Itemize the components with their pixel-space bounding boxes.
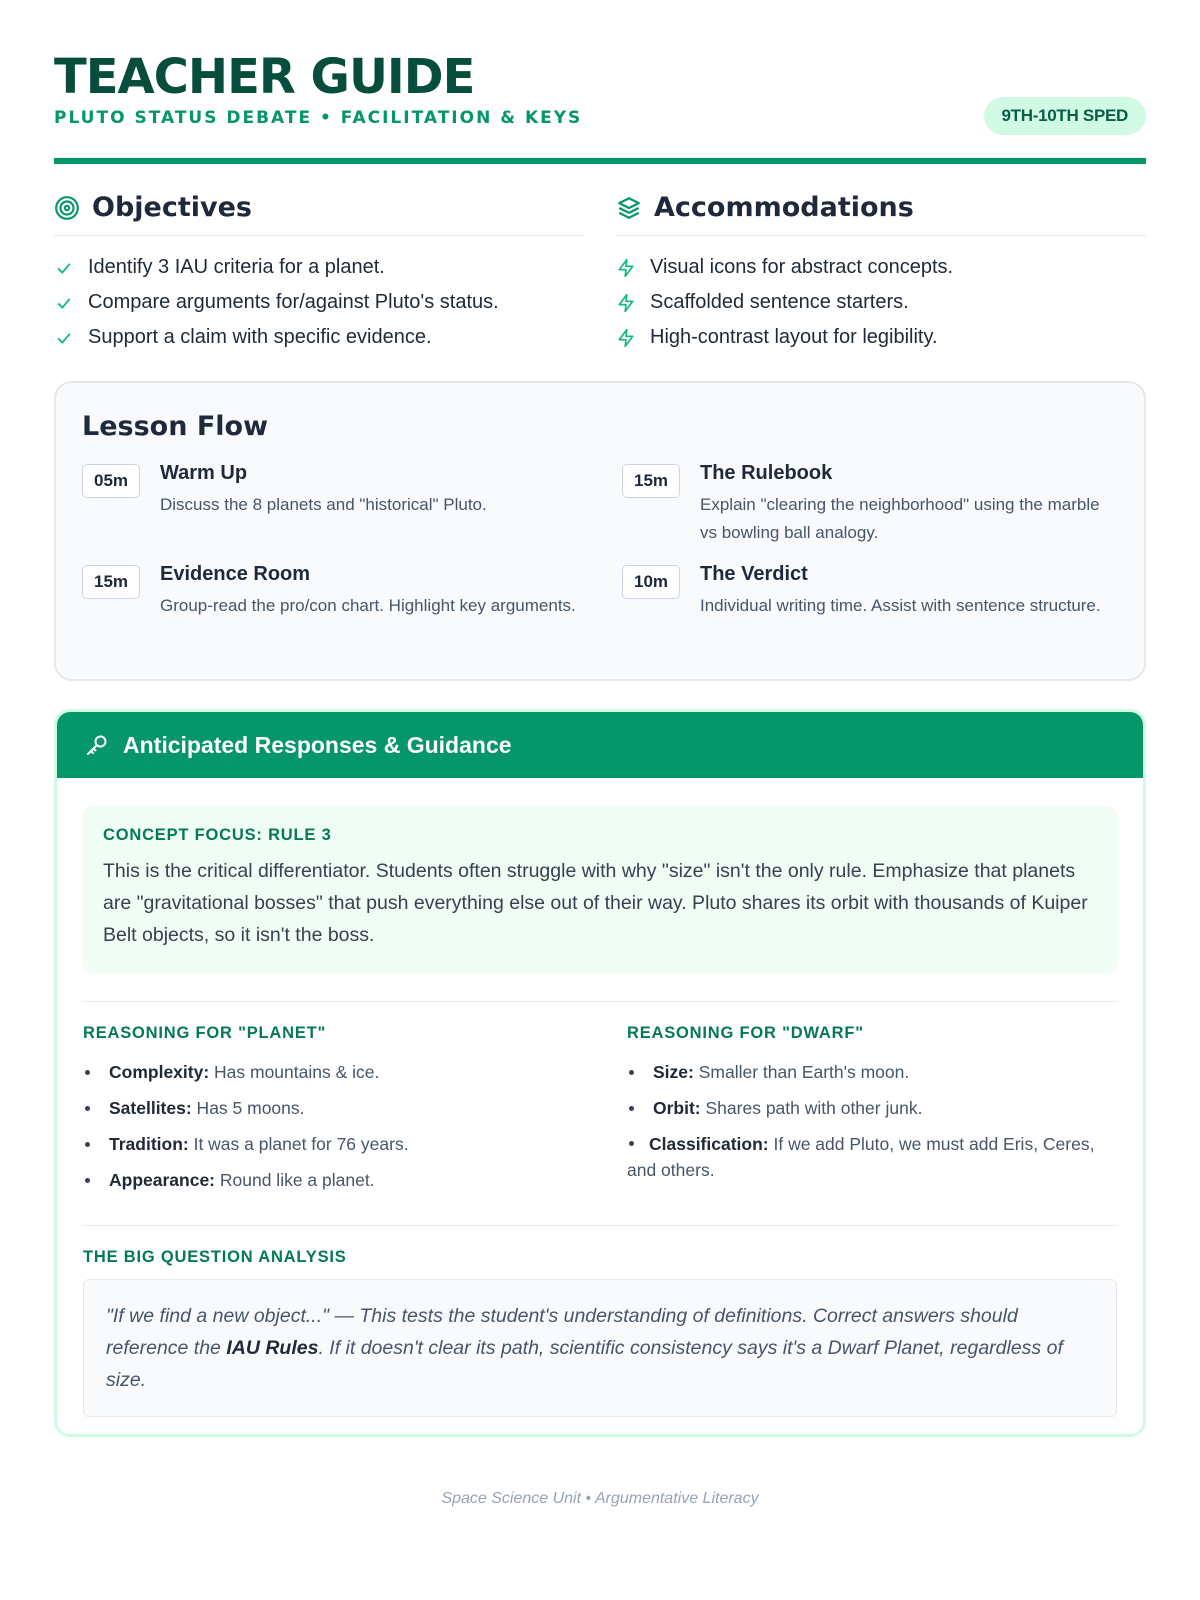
accommodations-list [616, 250, 1146, 355]
guidance-header [57, 712, 1143, 778]
check-icon [54, 293, 74, 313]
accommodation-item [616, 250, 1146, 285]
lesson-flow-steps [82, 462, 1118, 636]
step-title: The Verdict [700, 563, 808, 585]
step-description: Discuss the 8 planets and "historical" Pluto. [160, 495, 487, 514]
accommodations-header [616, 192, 1146, 236]
reason-text: Has 5 moons. [191, 1098, 305, 1118]
accommodation-text: High-contrast layout for legibility. [650, 326, 938, 348]
planet-reasoning-label: REASONING FOR "PLANET" [83, 1024, 327, 1042]
divider [83, 1225, 1117, 1226]
lightning-icon [616, 293, 636, 313]
lesson-step [82, 563, 582, 620]
objectives-accommodations [54, 192, 1146, 355]
guidance-heading: Anticipated Responses & Guidance [123, 731, 512, 758]
objectives-list [54, 250, 584, 355]
list-item [83, 1095, 573, 1121]
reason-term: Tradition: [109, 1134, 189, 1154]
check-icon [54, 328, 74, 348]
reason-text: Smaller than Earth's moon. [693, 1062, 910, 1082]
reason-term: Size: [653, 1062, 694, 1082]
list-item [627, 1095, 1117, 1121]
reason-term: Appearance: [109, 1170, 216, 1190]
objectives-heading: Objectives [92, 192, 252, 223]
step-description: Group-read the pro/con chart. Highlight key arguments. [160, 596, 576, 615]
analysis-text-end: . If it doesn't clear its path, scientific consistency says it's a Dwarf Planet, regardless of size. [106, 1337, 1063, 1391]
target-icon [54, 195, 80, 221]
guidance-card [54, 709, 1146, 1437]
reason-term: Complexity: [109, 1062, 210, 1082]
page-title: TEACHER GUIDE [54, 49, 475, 105]
dwarf-reasoning-list [627, 1059, 1117, 1183]
reason-text: Shares path with other junk. [700, 1098, 923, 1118]
accommodations-heading: Accommodations [654, 192, 914, 223]
step-description: Individual writing time. Assist with sentence structure. [700, 596, 1101, 615]
concept-label: CONCEPT FOCUS: RULE 3 [103, 826, 332, 844]
concept-focus-box [83, 806, 1117, 973]
analysis-label: THE BIG QUESTION ANALYSIS [83, 1248, 347, 1266]
step-duration: 15m [82, 565, 140, 599]
page-subtitle: PLUTO STATUS DEBATE • FACILITATION & KEYS [54, 108, 583, 128]
list-item [83, 1059, 573, 1085]
reason-text: Has mountains & ice. [209, 1062, 380, 1082]
objective-item [54, 285, 584, 320]
concept-text: This is the critical differentiator. Students often struggle with why "size" isn't the only rule. Emphasize that planets are "gravitational bosses" that push everything else out of their way. Pluto shares its orbit with thousands of Kuiper Belt objects, so it isn't the boss. [103, 860, 1088, 946]
list-item [83, 1167, 573, 1193]
bullet [629, 1141, 634, 1146]
objectives-header [54, 192, 584, 236]
reason-term: Satellites: [109, 1098, 192, 1118]
dwarf-reasoning [627, 1024, 1117, 1203]
lesson-flow-panel [54, 381, 1146, 681]
step-title: The Rulebook [700, 462, 833, 484]
accommodation-text: Visual icons for abstract concepts. [650, 256, 954, 278]
objective-text: Identify 3 IAU criteria for a planet. [88, 256, 385, 278]
lesson-step [82, 462, 582, 547]
reason-text: If we add Pluto, we must add Eris, Ceres, and others. [627, 1134, 1095, 1180]
guidance-body [57, 778, 1143, 1417]
objective-item [54, 320, 584, 355]
check-icon [54, 258, 74, 278]
grade-badge: 9TH-10TH SPED [984, 97, 1146, 135]
reason-text: It was a planet for 76 years. [188, 1134, 409, 1154]
step-duration: 10m [622, 565, 680, 599]
accommodation-item [616, 285, 1146, 320]
page-footer: Space Science Unit • Argumentative Literacy [441, 1490, 759, 1507]
reasoning-columns [83, 1024, 1117, 1203]
accommodation-item [616, 320, 1146, 355]
accommodation-text: Scaffolded sentence starters. [650, 291, 909, 313]
step-duration: 15m [622, 464, 680, 498]
dwarf-reasoning-label: REASONING FOR "DWARF" [627, 1024, 864, 1042]
analysis-emphasis: IAU Rules [226, 1337, 319, 1359]
planet-reasoning [83, 1024, 573, 1203]
step-duration: 05m [82, 464, 140, 498]
step-description: Explain "clearing the neighborhood" using the marble vs bowling ball analogy. [700, 495, 1100, 542]
page-header [54, 0, 1146, 158]
objectives-section [54, 192, 584, 355]
list-item [627, 1131, 1117, 1183]
step-title: Warm Up [160, 462, 248, 484]
divider [83, 1001, 1117, 1002]
list-item [627, 1059, 1117, 1085]
planet-reasoning-list [83, 1059, 573, 1193]
lesson-step [622, 563, 1118, 620]
reason-text: Round like a planet. [215, 1170, 375, 1190]
reason-term: Classification: [649, 1134, 769, 1154]
accommodations-section [616, 192, 1146, 355]
lesson-flow-heading: Lesson Flow [82, 411, 269, 442]
lightning-icon [616, 328, 636, 348]
lesson-step [622, 462, 1118, 547]
reason-term: Orbit: [653, 1098, 701, 1118]
objective-text: Support a claim with specific evidence. [88, 326, 432, 348]
lightning-icon [616, 258, 636, 278]
objective-text: Compare arguments for/against Pluto's status. [88, 291, 499, 313]
key-icon [85, 733, 109, 757]
step-title: Evidence Room [160, 563, 311, 585]
analysis-box [83, 1279, 1117, 1417]
analysis-text: "If we find a new object..." — This tests the student's understanding of definitions. Correct answers should reference the [106, 1305, 1018, 1359]
objective-item [54, 250, 584, 285]
header-divider [54, 158, 1146, 164]
layers-icon [616, 195, 642, 221]
list-item [83, 1131, 573, 1157]
